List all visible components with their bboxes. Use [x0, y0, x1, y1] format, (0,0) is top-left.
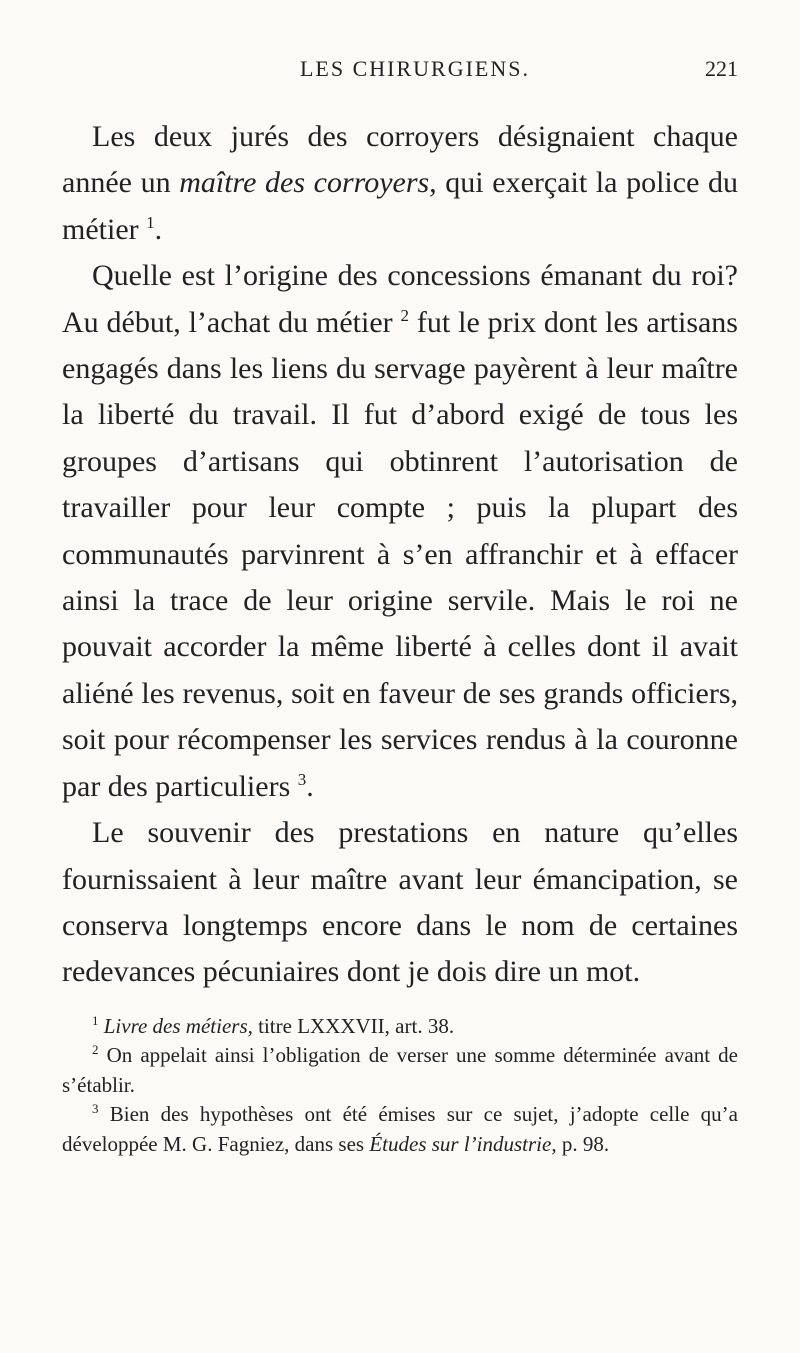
footnotes	[62, 1012, 738, 1160]
page-number: 221	[705, 56, 738, 81]
paragraph-2: Quelle est l’origine des concessions émanant du roi? Au début, l’achat du métier $^2$ fut le prix dont les artisans engagés dans les liens du servage payèrent à leur maître la liberté du travail. Il fut d’abord exigé de tous les groupes d’artisans qui obtinrent l’autorisation de travailler pour leur compte ; puis la plupart des communautés parvinrent à s’en affranchir et à effacer ainsi la trace de leur origine servile. Mais le roi ne pouvait accorder la même liberté à celles dont il avait aliéné les revenus, soit en faveur de ses grands officiers, soit pour récompenser les services rendus à la couronne par des particuliers $^3$.	[62, 259, 738, 803]
book-page	[62, 56, 738, 1159]
footnote-ref-2: 2	[400, 305, 410, 325]
footnote-2: $^2$ On appelait ainsi l’obligation de verser une somme déterminée avant de s’établir.	[62, 1042, 738, 1097]
paragraph-3: Le souvenir des prestations en nature qu’elles fournissaient à leur maître avant leur émancipation, se conserva longtemps encore dans le nom de certaines redevances pécuniaires dont je dois dire un mot.	[62, 816, 738, 989]
paragraph-1: Les deux jurés des corroyers désignaient chaque année un maître des corroyers, qui exerçait la police du métier $^1$.	[62, 120, 739, 246]
italic-phrase: maître des corroyers,	[179, 166, 437, 200]
body-text	[62, 114, 738, 996]
footnote-1: $^1$ Livre des métiers, titre LXXXVII, art. 38.	[92, 1012, 455, 1038]
running-title: LES CHIRURGIENS.	[299, 56, 530, 81]
footnote-ref-3: 3	[297, 769, 307, 789]
running-head	[62, 56, 738, 86]
footnote-3: $^3$ Bien des hypothèses ont été émises sur ce sujet, j’adopte celle qu’a développée M. G. Fagniez, dans ses Études sur l’industrie, p. 98.	[62, 1101, 738, 1156]
footnote-ref-1: 1	[146, 212, 155, 232]
